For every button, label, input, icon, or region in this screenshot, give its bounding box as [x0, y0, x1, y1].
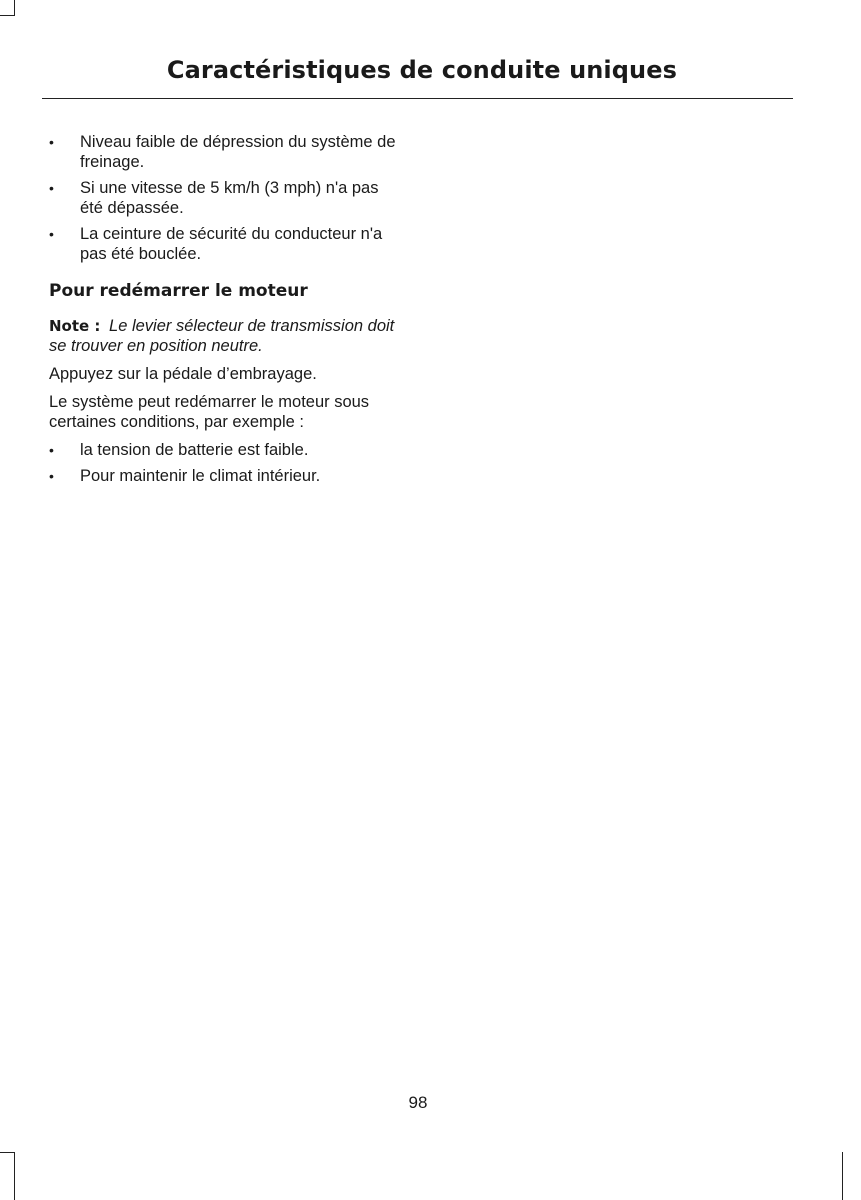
restart-conditions-list	[49, 440, 404, 486]
crop-mark-bottom-left-vertical	[14, 1152, 15, 1200]
bullet-icon: •	[49, 468, 54, 484]
list-item	[49, 440, 404, 460]
note-text: Le levier sélecteur de transmission doit se trouver en position neutre.	[49, 317, 395, 355]
list-item-text: La ceinture de sécurité du conducteur n'a pas été bouclée.	[80, 225, 383, 263]
content-column	[49, 132, 404, 492]
crop-mark-top-left-horizontal	[0, 15, 15, 16]
list-item-text: Si une vitesse de 5 km/h (3 mph) n'a pas été dépassée.	[80, 179, 379, 217]
page-title: Caractéristiques de conduite uniques	[166, 56, 677, 84]
bullet-icon: •	[49, 134, 54, 150]
list-item-text: la tension de batterie est faible.	[80, 441, 309, 459]
bullet-icon: •	[49, 442, 54, 458]
paragraph-restart-conditions: Le système peut redémarrer le moteur sous certaines conditions, par exemple :	[49, 393, 370, 431]
note	[49, 316, 404, 356]
page-header	[42, 56, 793, 99]
crop-mark-bottom-left-horizontal	[0, 1152, 15, 1153]
crop-mark-top-left-vertical	[14, 0, 15, 16]
paragraph-clutch: Appuyez sur la pédale d’embrayage.	[49, 365, 317, 383]
note-label: Note :	[49, 317, 101, 335]
page-number: 98	[408, 1093, 428, 1112]
section-heading: Pour redémarrer le moteur	[49, 281, 308, 301]
list-item-text: Pour maintenir le climat intérieur.	[80, 467, 321, 485]
list-item-text: Niveau faible de dépression du système de freinage.	[80, 133, 396, 171]
list-item	[49, 466, 404, 486]
conditions-list	[49, 132, 404, 264]
list-item	[49, 132, 404, 172]
crop-mark-bottom-right-vertical	[842, 1152, 843, 1200]
bullet-icon: •	[49, 180, 54, 196]
bullet-icon: •	[49, 226, 54, 242]
list-item	[49, 224, 404, 264]
list-item	[49, 178, 404, 218]
